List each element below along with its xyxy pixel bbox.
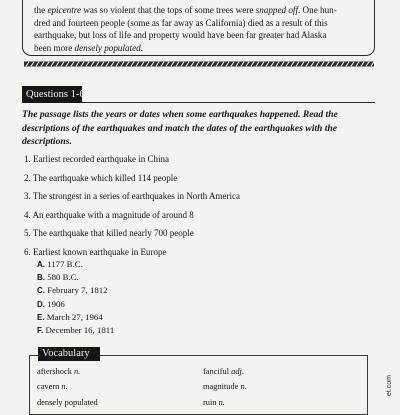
option-letter: D. <box>37 299 45 309</box>
rope-border-decoration <box>24 60 374 68</box>
vocabulary-word: fanciful <box>203 367 230 376</box>
vocabulary-part-of-speech: n. <box>61 382 68 392</box>
answer-option <box>37 259 114 272</box>
vocabulary-word: ruin <box>203 397 217 407</box>
answer-option <box>37 272 114 285</box>
reading-term-snapped-off: snapped off <box>255 5 298 15</box>
vocabulary-part-of-speech: n. <box>73 367 81 376</box>
answer-option <box>37 325 114 338</box>
vocabulary-heading: Vocabulary <box>38 347 100 361</box>
option-text: December 16, 1811 <box>45 324 115 335</box>
option-letter: F. <box>37 325 44 335</box>
vocabulary-entry <box>203 367 247 382</box>
vocabulary-part-of-speech: adj. <box>231 367 244 376</box>
side-watermark-text: et.com <box>386 374 393 396</box>
reading-text-line: dred and fourteen people (some as far away as California) died as a result of this <box>34 17 328 28</box>
vocabulary-part-of-speech: n. <box>240 382 247 392</box>
option-letter: E. <box>37 312 45 322</box>
option-text: February 7, 1812 <box>47 285 108 296</box>
question-item: 6. Earliest known earthquake in Europe <box>24 246 167 257</box>
reading-passage-box <box>22 0 375 56</box>
option-text: 580 B.C. <box>47 272 79 283</box>
answer-option <box>37 299 114 312</box>
reading-passage-text <box>34 4 364 54</box>
reading-text-segment: the <box>34 5 48 15</box>
reading-text-segment: was so violent that the tops of some trees were <box>81 5 256 15</box>
question-item: 2. The earthquake which killed 114 people <box>24 172 178 183</box>
vocabulary-column-left <box>37 367 98 413</box>
vocabulary-word: magnitude <box>203 382 239 392</box>
vocabulary-column-right <box>203 367 247 413</box>
reading-term-epicentre: epicentre <box>47 5 82 15</box>
reading-text-line: earthquake, but loss of life and property would have been far greater had Alaska <box>34 30 327 41</box>
question-item: 3. The strongest in a series of earthquakes in North America <box>24 191 241 202</box>
option-text: 1177 B.C. <box>47 259 83 269</box>
questions-heading-rule <box>82 102 375 103</box>
reading-text-segment: been more <box>34 42 75 53</box>
vocabulary-word: aftershock <box>37 367 72 376</box>
questions-heading: Questions 1-6 <box>22 86 82 103</box>
option-letter: C. <box>37 286 45 296</box>
option-text: March 27, 1964 <box>46 311 103 322</box>
vocabulary-part-of-speech: n. <box>218 397 225 407</box>
question-item: 1. Earliest recorded earthquake in China <box>24 154 169 164</box>
vocabulary-entry <box>203 382 247 397</box>
question-item: 5. The earthquake that killed nearly 700 people <box>24 228 194 239</box>
question-item: 4. An earthquake with a magnitude of around 8 <box>24 209 194 220</box>
option-letter: B. <box>37 273 45 283</box>
answer-option <box>37 312 114 325</box>
questions-instructions: The passage lists the years or dates when some earthquakes happened. Read the descriptions of the earthquakes and match the dates of the earthquakes with the descriptions. <box>22 109 338 148</box>
reading-text-segment: . <box>140 42 143 53</box>
reading-term-densely-populated: densely populated <box>74 42 141 53</box>
answer-option <box>37 285 114 298</box>
vocabulary-entry <box>37 367 98 382</box>
reading-text-segment: . One hun- <box>297 5 337 15</box>
question-list <box>24 154 364 266</box>
answer-option-list <box>37 259 114 338</box>
option-text: 1906 <box>47 298 65 309</box>
vocabulary-entry <box>37 382 98 397</box>
option-letter: A. <box>37 260 45 269</box>
vocabulary-word: cavern <box>37 382 60 392</box>
vocabulary-word: densely populated <box>37 397 98 407</box>
